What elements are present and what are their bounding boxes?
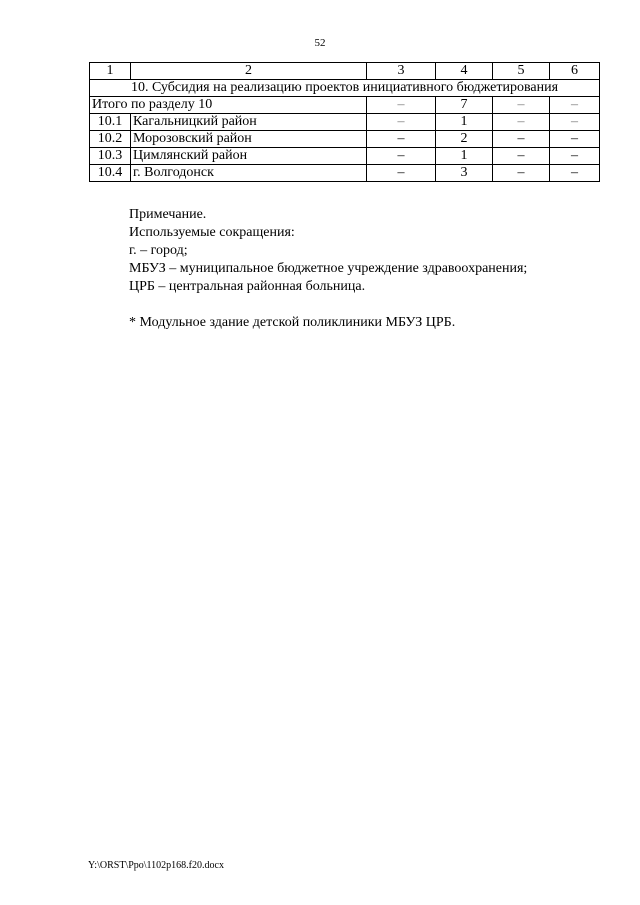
table-cell: 3 [436, 165, 493, 182]
table-row [90, 131, 600, 148]
row-name: Кагальницкий район [131, 114, 367, 131]
table-cell: – [367, 131, 436, 148]
row-name: Цимлянский район [131, 148, 367, 165]
table-row [90, 114, 600, 131]
notes-title: Примечание. [129, 207, 207, 222]
notes-block [129, 206, 609, 332]
abbreviation-item: г. – город; [129, 243, 188, 258]
page-number: 52 [314, 37, 326, 49]
table-cell: – [550, 148, 600, 165]
total-row [90, 97, 600, 114]
header-cell: 2 [131, 63, 367, 80]
table-row [90, 148, 600, 165]
table-header-row [90, 63, 600, 80]
header-cell: 5 [493, 63, 550, 80]
row-name: г. Волгодонск [131, 165, 367, 182]
abbreviation-item: МБУЗ – муниципальное бюджетное учреждение здравоохранения; [129, 261, 528, 276]
subsidy-table [89, 62, 600, 182]
row-number: 10.2 [90, 131, 131, 148]
row-name: Морозовский район [131, 131, 367, 148]
table-cell: – [367, 114, 436, 131]
section-title: 10. Субсидия на реализацию проектов инициативного бюджетирования [90, 80, 600, 97]
table-cell: – [550, 165, 600, 182]
spacer [129, 296, 609, 314]
abbreviations-intro: Используемые сокращения: [129, 225, 295, 240]
table-cell: – [367, 165, 436, 182]
row-number: 10.1 [90, 114, 131, 131]
table-cell: – [550, 97, 600, 114]
table-cell: – [550, 114, 600, 131]
table-cell: – [367, 148, 436, 165]
table-cell: 2 [436, 131, 493, 148]
table-cell: – [367, 97, 436, 114]
table-cell: 1 [436, 114, 493, 131]
table-cell: – [550, 131, 600, 148]
table-cell: – [493, 131, 550, 148]
table-cell: – [493, 148, 550, 165]
section-title-row [90, 80, 600, 97]
header-cell: 3 [367, 63, 436, 80]
header-cell: 4 [436, 63, 493, 80]
total-label: Итого по разделу 10 [90, 97, 367, 114]
table-cell: – [493, 97, 550, 114]
table-cell: – [493, 114, 550, 131]
header-cell: 1 [90, 63, 131, 80]
header-cell: 6 [550, 63, 600, 80]
row-number: 10.3 [90, 148, 131, 165]
table-row [90, 165, 600, 182]
abbreviation-item: ЦРБ – центральная районная больница. [129, 279, 366, 294]
table-cell: 1 [436, 148, 493, 165]
footer-file-path: Y:\ORST\Ppo\1102p168.f20.docx [88, 860, 224, 871]
row-number: 10.4 [90, 165, 131, 182]
table-cell: 7 [436, 97, 493, 114]
footnote: * Модульное здание детской поликлиники МБУЗ ЦРБ. [129, 315, 456, 330]
table-cell: – [493, 165, 550, 182]
